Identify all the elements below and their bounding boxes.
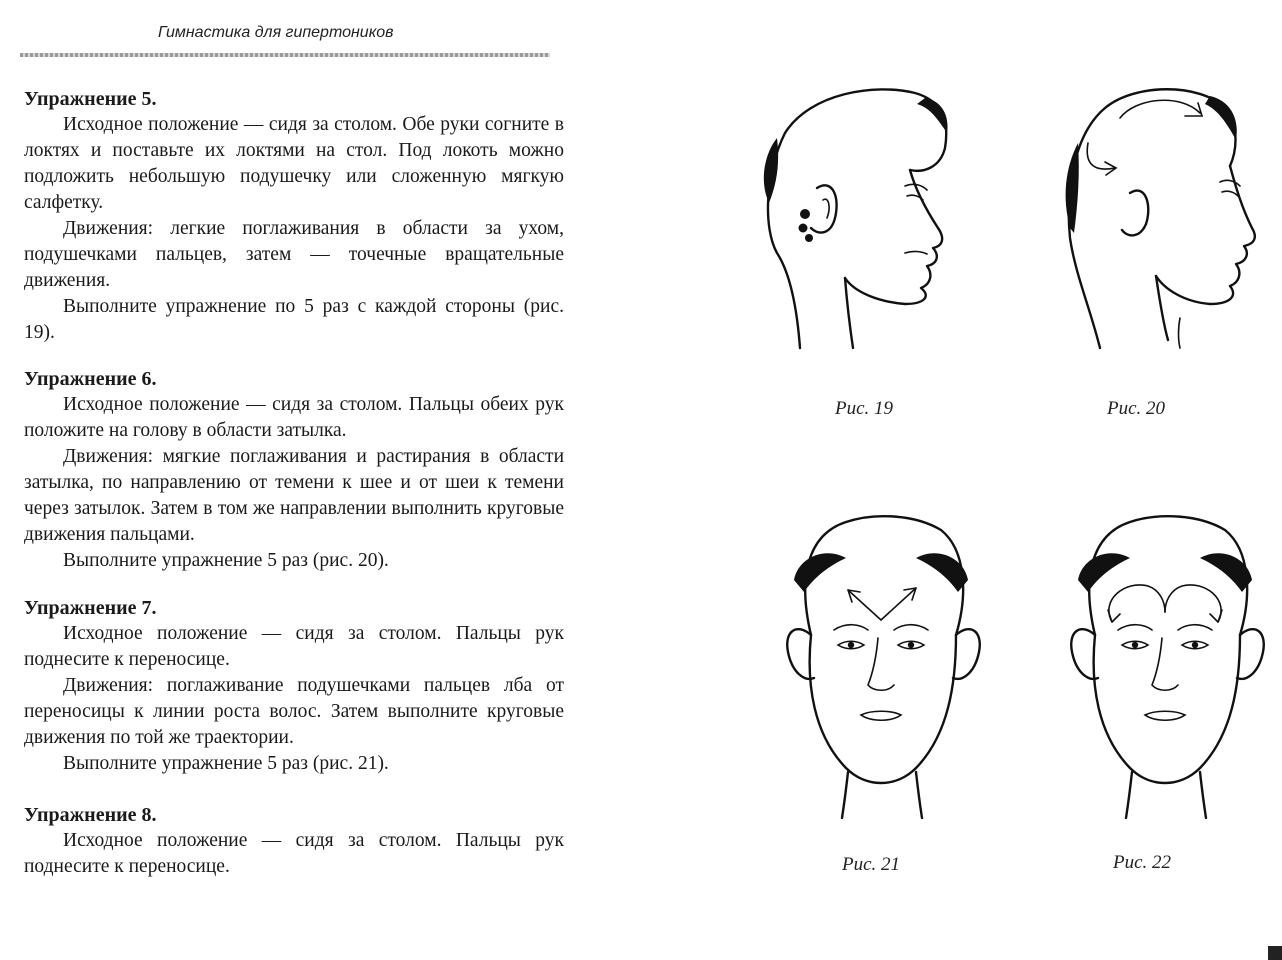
header-divider [20,53,550,57]
exercise-title: Упражнение 7. [24,597,157,619]
paragraph: Выполните упражнение по 5 раз с каждой стороны (рис. 19). [24,296,564,343]
paragraph: Выполните упражнение 5 раз (рис. 21). [63,753,389,774]
figure-22-illustration [1060,510,1270,820]
exercise-5 [24,86,564,346]
running-header: Гимнастика для гипертоников [158,24,394,41]
page-corner-mark [1268,946,1282,960]
figure-21-illustration [776,510,986,820]
figure-19-illustration [755,78,985,350]
paragraph: Движения: легкие поглаживания в области за ухом, подушечками пальцев, затем — точечные вращательные движения. [24,218,564,291]
paragraph: Исходное положение — сидя за столом. Пальцы рук поднесите к переносице. [24,623,564,670]
figure-20-illustration [1060,78,1270,350]
paragraph: Исходное положение — сидя за столом. Пальцы рук поднесите к переносице. [24,830,564,877]
paragraph: Движения: поглаживание подушечками пальцев лба от переносицы к линии роста волос. Затем выполните круговые движения по той же траектории. [24,675,564,748]
exercise-title: Упражнение 8. [24,804,157,826]
exercise-title: Упражнение 5. [24,88,157,110]
paragraph: Исходное положение — сидя за столом. Обе руки согните в локтях и поставьте их локтями на стол. Под локоть можно подложить небольшую подушечку или сложенную мягкую салфетку. [24,114,564,213]
paragraph: Выполните упражнение 5 раз (рис. 20). [63,550,389,571]
figure-21-caption: Рис. 21 [842,854,901,875]
exercise-6 [24,366,564,574]
exercise-7 [24,595,564,777]
figure-19-caption: Рис. 19 [835,398,894,419]
exercise-title: Упражнение 6. [24,368,157,390]
paragraph: Исходное положение — сидя за столом. Пальцы обеих рук положите на голову в области затылка. [24,394,564,441]
figure-20-caption: Рис. 20 [1107,398,1166,419]
paragraph: Движения: мягкие поглаживания и растирания в области затылка, по направлению от темени к шее и от шеи к темени через затылок. Затем в том же направлении выполнить круговые движения пальцами. [24,446,564,545]
exercise-8 [24,802,564,880]
text-column [24,86,564,880]
figure-22-caption: Рис. 22 [1113,852,1172,873]
